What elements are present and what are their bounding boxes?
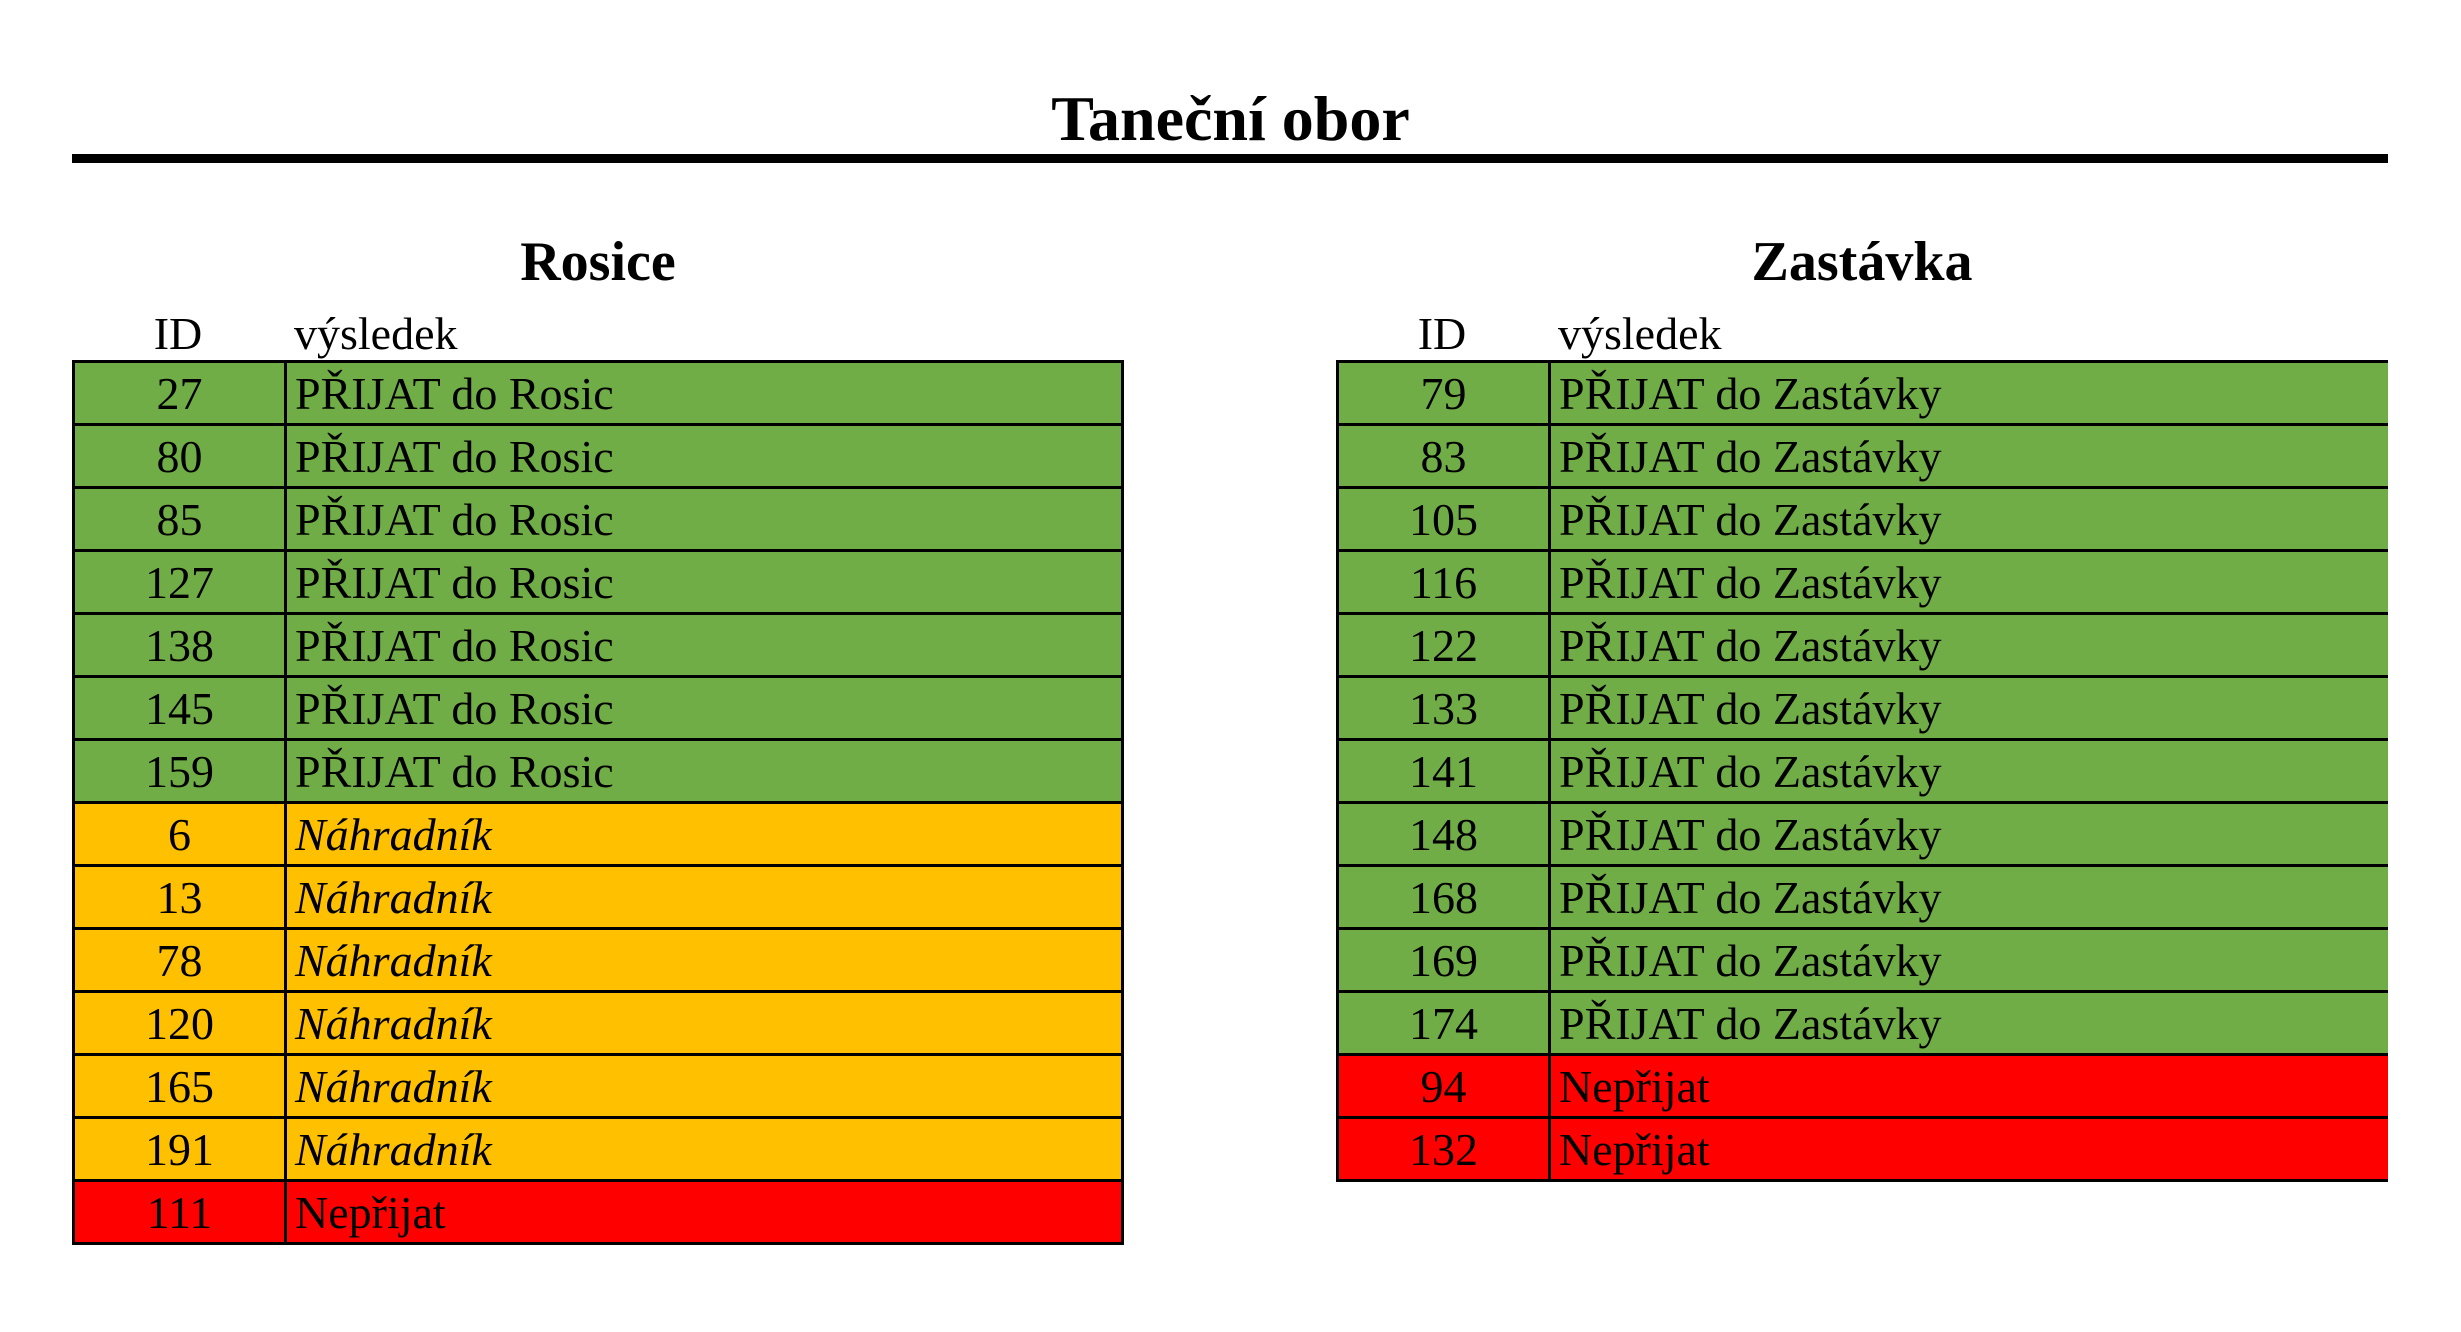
page-title: Taneční obor: [1051, 83, 1410, 154]
table-row: [75, 363, 1124, 426]
id-cell: 174: [1339, 993, 1551, 1053]
id-cell: 13: [75, 867, 287, 927]
table-row: [1339, 615, 2388, 678]
id-cell: 79: [1339, 363, 1551, 423]
id-cell: 148: [1339, 804, 1551, 864]
table-row: [75, 1056, 1124, 1119]
result-cell: PŘIJAT do Zastávky: [1559, 368, 1942, 419]
result-cell: PŘIJAT do Rosic: [287, 615, 1124, 675]
id-cell: 133: [1339, 678, 1551, 738]
title-underline: [72, 154, 2388, 163]
table-row: [1339, 678, 2388, 741]
rosice-heading: Rosice: [520, 231, 676, 293]
result-cell: PŘIJAT do Zastávky: [1559, 935, 1942, 986]
table-row: [75, 678, 1124, 741]
result-cell: PŘIJAT do Rosic: [287, 363, 1124, 423]
id-cell: 159: [75, 741, 287, 801]
id-cell: 27: [75, 363, 287, 423]
id-cell: 122: [1339, 615, 1551, 675]
id-cell: 6: [75, 804, 287, 864]
table-row: [1339, 1119, 2388, 1182]
result-cell: PŘIJAT do Zastávky: [1559, 998, 1942, 1049]
rosice-section: [72, 222, 1124, 1245]
zastavka-id-header: ID: [1417, 308, 1467, 359]
id-cell: 105: [1339, 489, 1551, 549]
result-cell: Nepřijat: [1559, 1124, 1710, 1175]
id-cell: 132: [1339, 1119, 1551, 1179]
zastavka-table: [1336, 360, 2388, 1182]
result-cell: PŘIJAT do Zastávky: [1559, 620, 1942, 671]
table-row: [1339, 804, 2388, 867]
result-cell: PŘIJAT do Zastávky: [1559, 809, 1942, 860]
table-row: [75, 615, 1124, 678]
table-row: [75, 930, 1124, 993]
result-cell: PŘIJAT do Zastávky: [1559, 557, 1942, 608]
rosice-id-header: ID: [153, 308, 203, 359]
table-row: [1339, 489, 2388, 552]
result-cell: PŘIJAT do Rosic: [287, 552, 1124, 612]
rosice-table: [72, 360, 1124, 1245]
result-cell: Náhradník: [287, 867, 1124, 927]
id-cell: 78: [75, 930, 287, 990]
zastavka-column-headers: [1336, 302, 2388, 360]
id-cell: 83: [1339, 426, 1551, 486]
id-cell: 116: [1339, 552, 1551, 612]
table-row: [75, 741, 1124, 804]
rosice-column-headers: [72, 302, 1124, 360]
rosice-result-header: výsledek: [294, 308, 458, 359]
result-cell: PŘIJAT do Rosic: [287, 489, 1124, 549]
result-cell: PŘIJAT do Zastávky: [1559, 746, 1942, 797]
table-row: [75, 489, 1124, 552]
id-cell: 111: [75, 1182, 287, 1242]
id-cell: 165: [75, 1056, 287, 1116]
table-row: [1339, 426, 2388, 489]
result-cell: PŘIJAT do Rosic: [287, 678, 1124, 738]
table-row: [1339, 1056, 2388, 1119]
result-cell: PŘIJAT do Zastávky: [1559, 683, 1942, 734]
table-row: [1339, 993, 2388, 1056]
result-cell: Nepřijat: [287, 1182, 1124, 1242]
id-cell: 94: [1339, 1056, 1551, 1116]
id-cell: 85: [75, 489, 287, 549]
table-row: [1339, 741, 2388, 804]
result-cell: PŘIJAT do Rosic: [287, 426, 1124, 486]
table-row: [75, 1119, 1124, 1182]
id-cell: 138: [75, 615, 287, 675]
table-row: [75, 867, 1124, 930]
result-cell: PŘIJAT do Zastávky: [1559, 431, 1942, 482]
result-cell: PŘIJAT do Zastávky: [1559, 494, 1942, 545]
table-row: [75, 426, 1124, 489]
table-row: [1339, 363, 2388, 426]
id-cell: 80: [75, 426, 287, 486]
table-row: [1339, 930, 2388, 993]
table-row: [75, 993, 1124, 1056]
id-cell: 168: [1339, 867, 1551, 927]
id-cell: 120: [75, 993, 287, 1053]
zastavka-heading: Zastávka: [1751, 231, 1973, 293]
result-cell: PŘIJAT do Zastávky: [1559, 872, 1942, 923]
table-row: [75, 804, 1124, 867]
result-cell: Náhradník: [287, 930, 1124, 990]
result-cell: Náhradník: [287, 993, 1124, 1053]
id-cell: 145: [75, 678, 287, 738]
id-cell: 127: [75, 552, 287, 612]
result-cell: Náhradník: [287, 1056, 1124, 1116]
result-cell: Náhradník: [287, 1119, 1124, 1179]
table-row: [75, 552, 1124, 615]
id-cell: 169: [1339, 930, 1551, 990]
id-cell: 141: [1339, 741, 1551, 801]
zastavka-section: [1336, 222, 2388, 1182]
zastavka-result-header: výsledek: [1558, 308, 1722, 359]
table-row: [1339, 867, 2388, 930]
result-cell: Náhradník: [287, 804, 1124, 864]
table-row: [75, 1182, 1124, 1245]
result-cell: Nepřijat: [1559, 1061, 1710, 1112]
id-cell: 191: [75, 1119, 287, 1179]
result-cell: PŘIJAT do Rosic: [287, 741, 1124, 801]
table-row: [1339, 552, 2388, 615]
